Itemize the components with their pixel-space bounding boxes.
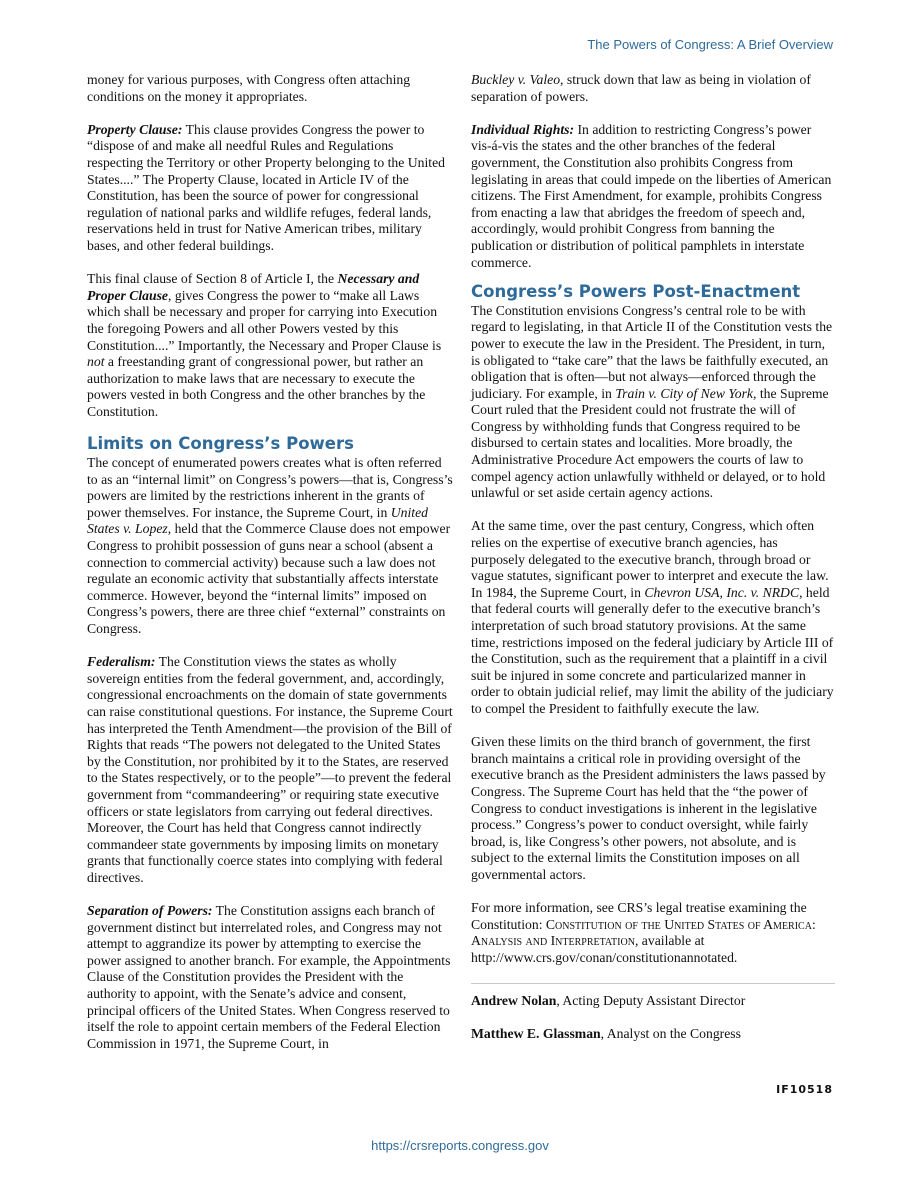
separation-paragraph <box>87 903 453 1052</box>
post2-text-1: At the same time, over the past century, Congress, which often relies on the expertise of executive branch agencies, has purposely delegated to the executive branch, through broad or vague statutes, significant power to interpret and execute the law. In 1984, the Supreme Court, in <box>471 518 829 600</box>
limits-text-2: , held that the Commerce Clause does not empower Congress to prohibit possession of guns near a school (absent a connection to commercial activity) because such a law does not regulate an economic activity that substantially affects interstate commerce. However, beyond the “internal limits” imposed on Congress’s powers, there are three chief “external” constraints on Congress. <box>87 521 451 636</box>
necessary-text-2: , gives Congress the power to “make all Laws which shall be necessary and proper for carrying into Execution the foregoing Powers and all other Powers vested by this Constitution....” Importantly, the Necessary and Proper Clause is <box>87 287 442 353</box>
limits-heading: Limits on Congress’s Powers <box>87 434 354 454</box>
post1-text-2: , the Supreme Court ruled that the President could not frustrate the will of Congress by withholding funds that Congress required to be disbursed to certain states and localities. More broadly, the Administrative Procedure Act empowers the courts of law to compel agency action unlawfully withheld or delayed, or to hold unlawful or set aside certain agency actions. <box>471 385 829 501</box>
necessary-text-1: This final clause of Section 8 of Article I, the <box>87 271 338 287</box>
author-role: , Acting Deputy Assistant Director <box>556 993 746 1009</box>
post-enactment-paragraph-1 <box>471 303 835 502</box>
footer-link[interactable]: https://crsreports.congress.gov <box>371 1138 549 1153</box>
chevron-case-name: Chevron USA, Inc. v. NRDC <box>644 584 800 600</box>
buckley-text: , struck down that law as being in violation of separation of powers. <box>471 72 811 104</box>
necessary-emphasis: not <box>87 354 105 370</box>
federalism-text: The Constitution views the states as wholly sovereign entities from the federal government, and, accordingly, congressional encroachments on the domain of state governments can raise constitutional questions. For instance, the Supreme Court has interpreted the Tenth Amendment—the provision of the Bill of Rights that reads “The powers not delegated to the United States by the Constitution, nor prohibited by it to the States, are reserved to the States respectively, or to the people”—to prevent the federal government from “commandeering” or requiring state executive officers or state legislators from carrying out federal directives. Moreover, the Court has held that Congress cannot indirectly commandeer state governments by imposing limits on monetary grants that functionally coerce states into complying with federal directives. <box>87 654 453 885</box>
post1-text-1: The Constitution envisions Congress’s central role to be with regard to legislating, in that Article II of the Constitution vests the power to execute the law in the President. The President, in turn, is obligated to “take care” that the laws be faithfully executed, an obligation that is often—but not always—enforced through the judiciary. For example, in <box>471 302 833 401</box>
right-column <box>471 72 835 1059</box>
intro-paragraph: money for various purposes, with Congress often attaching conditions on the money it appropriates. <box>87 72 411 104</box>
more-info-text-1: For more information, see CRS’s legal treatise examining the Constitution: <box>471 900 807 932</box>
running-header-title: The Powers of Congress: A Brief Overview <box>587 37 833 52</box>
post-enactment-paragraph-2 <box>471 518 835 717</box>
product-code: IF10518 <box>776 1083 833 1096</box>
necessary-text-3: a freestanding grant of congressional power, but rather an authorization to make laws that are necessary to execute the powers vested in both Congress and the other branches by the Constitution. <box>87 354 426 419</box>
buckley-paragraph <box>471 72 835 105</box>
left-column <box>87 72 453 1069</box>
post-enactment-heading: Congress’s Powers Post-Enactment <box>471 281 801 301</box>
post2-text-2: , held that federal courts will generally defer to the executive branch’s interpretation of such broad statutory provisions. At the same time, restrictions imposed on the federal judiciary by Article III of the Constitution, such as the requirement that a plaintiff in a civil suit be injured in some concrete and particularized manner in order to obtain judicial relief, may limit the ability of the judiciary to compel the President to faithfully execute the law. <box>471 584 834 716</box>
necessary-proper-paragraph <box>87 271 453 420</box>
treatise-title: Constitution of the United States of America: Analysis and Interpretation <box>471 916 816 949</box>
limits-text-1: The concept of enumerated powers creates what is often referred to as an “internal limit” on Congress’s powers—that is, Congress’s powers are limited by the restrictions inherent in the grants of power themselves. For instance, the Supreme Court, in <box>87 455 453 520</box>
buckley-case-name: Buckley v. Valeo <box>471 72 561 87</box>
property-clause-label: Property Clause: <box>87 121 183 137</box>
author-divider <box>471 983 835 984</box>
train-case-name: Train v. City of New York <box>615 385 753 401</box>
post-enactment-paragraph-3: Given these limits on the third branch of government, the first branch maintains a critical role in providing oversight of the executive branch as the President administers the laws passed by Congress. The Supreme Court has held that the “the power of Congress to conduct investigations is inherent in the legislative process.” Congress’s power to conduct oversight, while fairly broad, is, like Congress’s other powers, not absolute, and is subject to the external limits the Constitution imposes on all governmental actors. <box>471 734 826 882</box>
author-line-1 <box>471 993 835 1010</box>
property-clause-paragraph <box>87 122 453 255</box>
more-info-text-2: , available at http://www.crs.gov/conan/constitutionannotated. <box>471 933 738 965</box>
individual-rights-text: In addition to restricting Congress’s power vis-á-vis the states and the other branches of the federal government, the Constitution also prohibits Congress from legislating in areas that could impede on the liberties of American citizens. The First Amendment, for example, prohibits Congress from enacting a law that abridges the freedom of speech and, accordingly, would prohibit Congress from banning the publication or distribution of political pamphlets in interstate commerce. <box>471 121 832 270</box>
individual-rights-paragraph <box>471 122 835 271</box>
separation-label: Separation of Powers: <box>87 903 213 919</box>
property-clause-text: This clause provides Congress the power to “dispose of and make all needful Rules and Regulations respecting the Territory or other Property belonging to the United States....” The Property Clause, located in Article IV of the Constitution, has been the source of power for congressional regulation of national parks and wildlife refuges, federal lands, reservations held in trust for Native American tribes, military bases, and other federal buildings. <box>87 121 445 253</box>
author-name: Matthew E. Glassman <box>471 1026 601 1042</box>
limits-paragraph <box>87 455 453 638</box>
author-role: , Analyst on the Congress <box>600 1026 741 1042</box>
more-info-paragraph <box>471 900 835 966</box>
author-name: Andrew Nolan <box>471 993 557 1009</box>
federalism-label: Federalism: <box>87 654 156 670</box>
individual-rights-label: Individual Rights: <box>471 121 575 137</box>
federalism-paragraph <box>87 654 453 886</box>
necessary-proper-label: Necessary and Proper Clause <box>87 271 420 303</box>
separation-text: The Constitution assigns each branch of government distinct but interrelated roles, and Congress may not attempt to aggrandize its power by attempting to exercise the power assigned to another branch. For example, the Appointments Clause of the Constitution provides the President with the authority to appoint, with the Senate’s advice and consent, principal officers of the United States. When Congress reserved to itself the role to appoint certain members of the Federal Election Commission in 1971, the Supreme Court, in <box>87 903 451 1051</box>
author-line-2 <box>471 1026 835 1043</box>
lopez-case-name: United States v. Lopez <box>87 504 428 537</box>
